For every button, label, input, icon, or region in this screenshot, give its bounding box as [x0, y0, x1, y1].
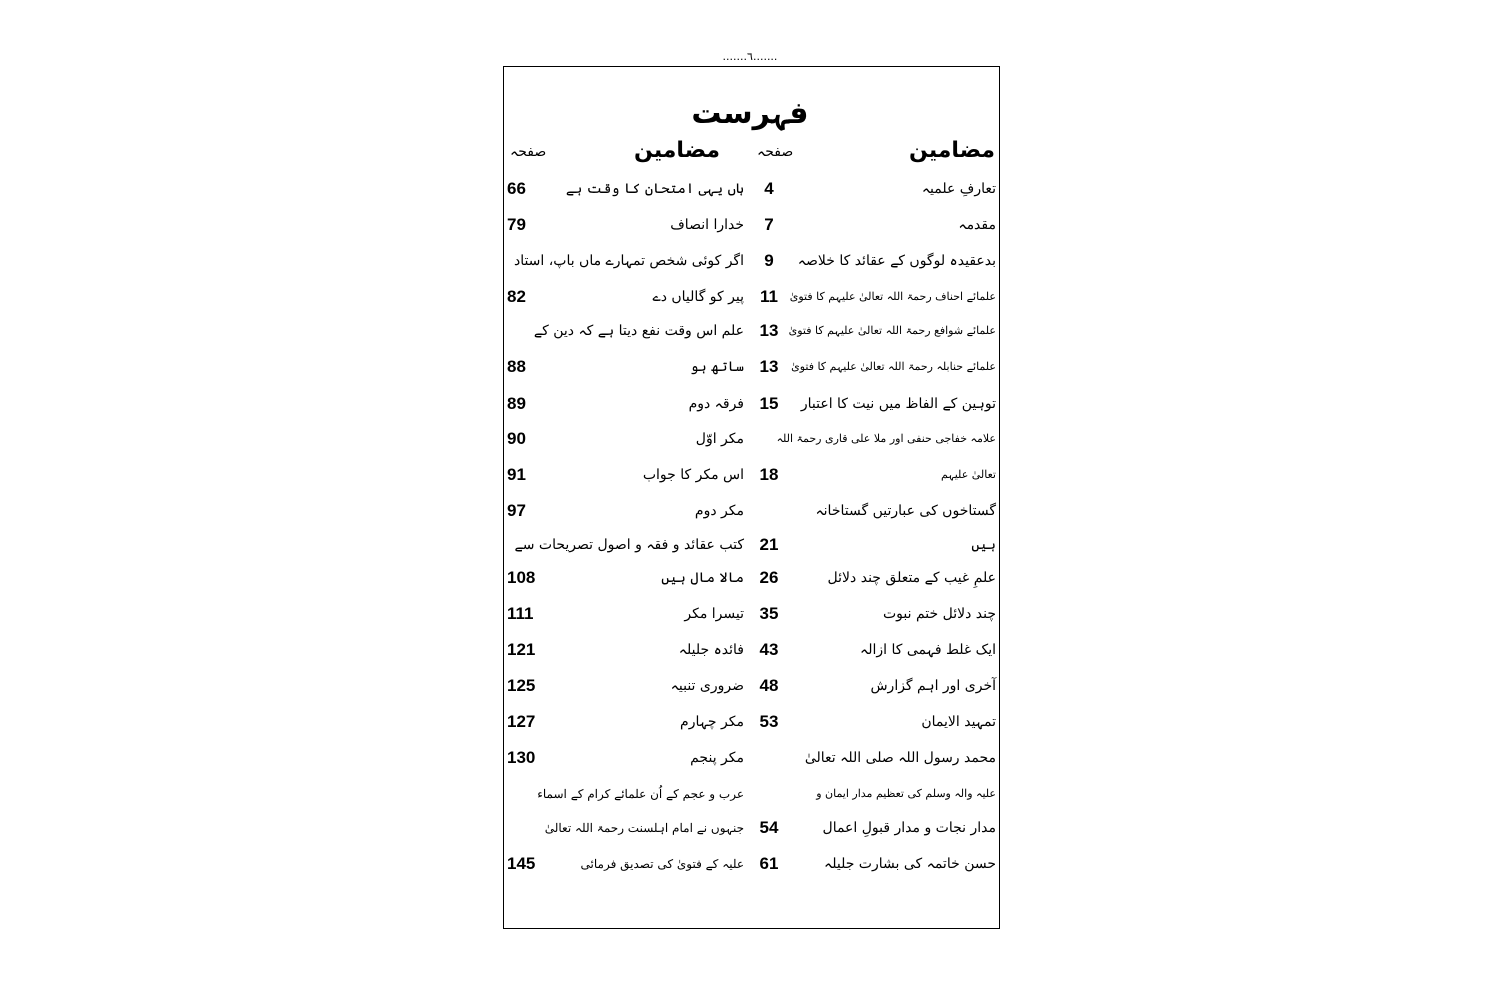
toc-row	[0, 314, 1500, 348]
left-page-number: 111	[507, 604, 534, 623]
page-title: فہرست	[691, 96, 809, 131]
left-topic: فائدہ جلیلہ	[678, 642, 744, 658]
toc-row	[0, 494, 1500, 528]
toc-row	[0, 741, 1500, 775]
right-page-number: 4	[764, 179, 774, 198]
toc-row	[0, 172, 1500, 206]
left-topic: فرقہ دوم	[688, 396, 744, 412]
right-topic: آخری اور اہم گزارش	[870, 678, 996, 694]
right-page-number: 18	[759, 465, 779, 484]
right-page-number	[752, 494, 786, 528]
right-page-number: 11	[760, 287, 778, 306]
left-page-number	[507, 528, 547, 562]
left-page-number	[507, 314, 547, 348]
left-page-number: 90	[507, 429, 526, 448]
right-topic: ہیں	[971, 537, 996, 553]
right-topic: چند دلائل ختم نبوت	[882, 606, 996, 622]
right-topic: تمہید الایمان	[921, 714, 996, 730]
right-topic: مقدمہ	[958, 217, 996, 233]
right-page-number: 13	[759, 357, 779, 376]
right-topic: علیہ والہ وسلم کی تعظیم مدار ایمان و	[816, 787, 996, 800]
right-topic: گستاخوں کی عبارتیں گستاخانہ	[815, 503, 996, 519]
right-page-number: 61	[759, 854, 779, 873]
right-topic: علمائے حنابلہ رحمۃ اللہ تعالیٰ علیہم کا فتویٰ	[791, 360, 996, 373]
right-page-number: 35	[759, 604, 779, 623]
header-left-topics: مضامین	[634, 138, 720, 163]
right-topic: مدار نجات و مدار قبولِ اعمال	[822, 820, 996, 836]
toc-row	[0, 777, 1500, 811]
left-page-number: 130	[507, 748, 536, 767]
right-page-number	[752, 777, 786, 811]
left-topic: مکر دوم	[694, 503, 744, 519]
right-page-number: 54	[759, 818, 779, 837]
toc-row	[0, 633, 1500, 667]
right-topic: علامہ خفاجی حنفی اور ملا علی قاری رحمۃ اللہ	[776, 432, 996, 445]
left-topic: مکر پنجم	[690, 750, 744, 766]
left-page-number: 88	[507, 357, 526, 376]
left-page-number: 125	[507, 676, 536, 695]
left-topic: ہاں یہی امتحان کا وقت ہے	[565, 181, 744, 197]
left-topic: مالا مال ہیں	[661, 570, 744, 586]
toc-row	[0, 811, 1500, 845]
left-topic: مکر اوّل	[695, 431, 744, 447]
right-page-number: 9	[764, 251, 774, 270]
left-topic: علم اس وقت نفع دیتا ہے کہ دین کے	[533, 323, 744, 339]
left-topic: اگر کوئی شخص تمہارے ماں باپ، استاد	[513, 253, 744, 269]
left-topic: کتب عقائد و فقہ و اصول تصریحات سے	[514, 537, 744, 553]
left-page-number: 108	[507, 568, 536, 587]
right-page-number: 7	[764, 215, 774, 234]
left-page-number: 79	[507, 215, 526, 234]
right-page-number	[752, 422, 786, 456]
left-page-number: 82	[507, 287, 526, 306]
left-topic: ساتھ ہو	[690, 359, 744, 375]
right-topic: حسن خاتمہ کی بشارت جلیلہ	[824, 856, 996, 872]
left-topic: ضروری تنبیہ	[670, 678, 744, 694]
left-topic: مکر چہارم	[680, 714, 744, 730]
right-topic: علمائے احناف رحمۃ اللہ تعالیٰ علیہم کا فتویٰ	[789, 290, 996, 303]
toc-row	[0, 244, 1500, 278]
left-page-number: 91	[507, 465, 526, 484]
left-page-number	[507, 811, 547, 845]
toc-row	[0, 528, 1500, 562]
left-topic: علیہ کے فتویٰ کی تصدیق فرمائی	[580, 857, 744, 871]
left-topic: پیر کو گالیاں دے	[652, 289, 744, 305]
header-left-page: صفحہ	[510, 144, 547, 160]
right-topic: ایک غلط فہمی کا ازالہ	[860, 642, 996, 658]
left-topic: عرب و عجم کے اُن علمائے کرام کے اسماء	[537, 787, 744, 801]
right-topic: تعالیٰ علیہم	[940, 468, 996, 481]
right-page-number: 15	[759, 394, 779, 413]
left-topic: خدارا انصاف	[670, 217, 744, 233]
right-page-number: 13	[759, 321, 779, 340]
right-page-number: 43	[759, 640, 779, 659]
right-topic: توہین کے الفاظ میں نیت کا اعتبار	[800, 396, 996, 412]
left-topic: تیسرا مکر	[684, 606, 744, 622]
right-page-number: 21	[759, 535, 779, 554]
toc-row	[0, 350, 1500, 384]
toc-row	[0, 387, 1500, 421]
right-page-number: 48	[759, 676, 779, 695]
toc-row	[0, 597, 1500, 631]
right-page-number	[752, 741, 786, 775]
right-topic: علمِ غیب کے متعلق چند دلائل	[827, 570, 996, 586]
right-topic: محمد رسول اللہ صلی اللہ تعالیٰ	[804, 750, 996, 766]
toc-row	[0, 208, 1500, 242]
left-page-number: 121	[507, 640, 536, 659]
left-topic: اس مکر کا جواب	[642, 467, 744, 483]
toc-row	[0, 422, 1500, 456]
left-page-number: 97	[507, 501, 526, 520]
left-topic: جنہوں نے امام اہلسنت رحمۃ اللہ تعالیٰ	[544, 821, 744, 835]
toc-row	[0, 280, 1500, 314]
toc-row	[0, 669, 1500, 703]
right-topic: تعارفِ علمیہ	[921, 181, 996, 197]
toc-row	[0, 458, 1500, 492]
right-topic: علمائے شوافع رحمۃ اللہ تعالیٰ علیہم کا فتویٰ	[788, 324, 996, 337]
left-page-number	[507, 777, 547, 811]
page-number: .......٦.......	[722, 50, 778, 63]
toc-row	[0, 561, 1500, 595]
right-page-number: 53	[759, 712, 779, 731]
right-topic: بدعقیدہ لوگوں کے عقائد کا خلاصہ	[797, 253, 996, 269]
header-right-page: صفحہ	[757, 144, 794, 160]
toc-row	[0, 847, 1500, 881]
right-page-number: 26	[759, 568, 779, 587]
left-page-number: 66	[507, 179, 526, 198]
header-right-topics: مضامین	[909, 138, 995, 163]
left-page-number: 127	[507, 712, 536, 731]
left-page-number: 89	[507, 394, 526, 413]
left-page-number: 145	[507, 854, 536, 873]
toc-row	[0, 705, 1500, 739]
left-page-number	[507, 244, 547, 278]
